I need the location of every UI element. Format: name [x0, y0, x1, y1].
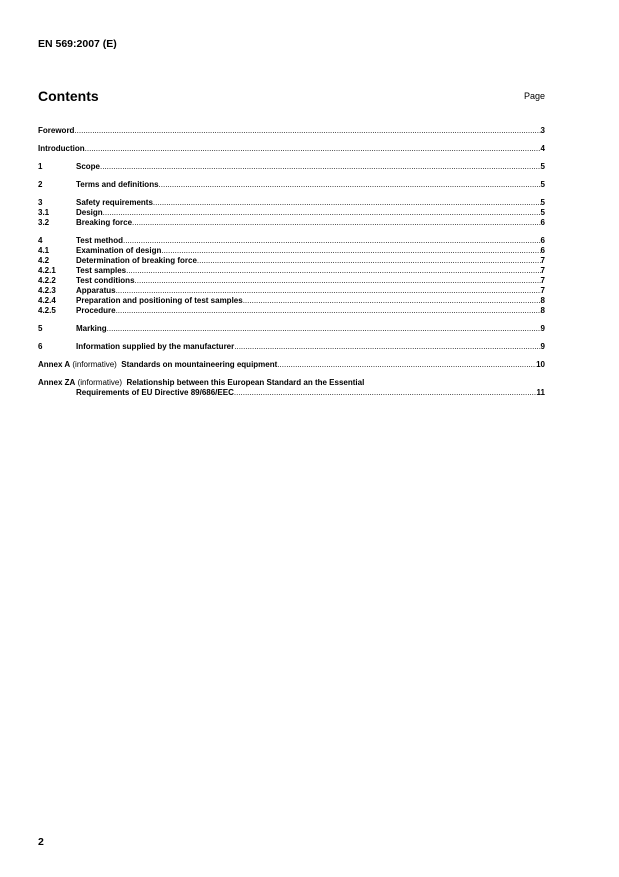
- leader-dots: [277, 360, 536, 370]
- leader-dots: [153, 198, 541, 208]
- toc-entry-page: 6: [540, 218, 545, 227]
- toc-entry[interactable]: [38, 306, 545, 316]
- toc-entry-number: 4: [38, 236, 43, 245]
- toc-annex-za[interactable]: [38, 378, 545, 398]
- toc-entry-title: Procedure: [76, 306, 116, 315]
- toc-entry-page: 5: [540, 180, 545, 189]
- leader-dots: [107, 324, 541, 334]
- toc-entry-number: 1: [38, 162, 43, 171]
- leader-dots: [132, 218, 541, 228]
- annex-title: Standards on mountaineering equipment: [121, 360, 278, 369]
- leader-dots: [159, 180, 541, 190]
- toc-annex-a[interactable]: [38, 360, 545, 370]
- leader-dots: [74, 126, 540, 136]
- toc-entry-number: 4.2.5: [38, 306, 56, 315]
- toc-entry[interactable]: [38, 324, 545, 334]
- toc-entry-title: Test conditions: [76, 276, 135, 285]
- toc-entry-title: Scope: [76, 162, 101, 171]
- toc-entry-number: 4.2: [38, 256, 50, 265]
- toc-entry-number: 2: [38, 180, 43, 189]
- toc-entry-title: Breaking force: [76, 218, 133, 227]
- toc-entry-number: 4.2.1: [38, 266, 56, 275]
- toc-entry-number: 4.2.2: [38, 276, 56, 285]
- annex-label: Annex A: [38, 360, 71, 369]
- toc-entry-page: 7: [540, 286, 545, 295]
- toc-entry[interactable]: [38, 236, 545, 246]
- toc-entry-page: 5: [540, 198, 545, 207]
- leader-dots: [197, 256, 541, 266]
- toc-entry-number: 3: [38, 198, 43, 207]
- toc-entry-title: Foreword: [38, 126, 75, 135]
- toc-entry[interactable]: [38, 276, 545, 286]
- leader-dots: [103, 208, 541, 218]
- leader-dots: [100, 162, 541, 172]
- leader-dots: [123, 236, 541, 246]
- toc-entry-number: 3.1: [38, 208, 50, 217]
- toc-entry-title: Information supplied by the manufacturer: [76, 342, 235, 351]
- leader-dots: [116, 306, 541, 316]
- toc-entry-page: 3: [540, 126, 545, 135]
- toc-entry-title: Marking: [76, 324, 107, 333]
- toc-entry-title: Examination of design: [76, 246, 162, 255]
- toc-entry-title: Design: [76, 208, 103, 217]
- toc-entry-title: Test method: [76, 236, 123, 245]
- toc-entry[interactable]: [38, 218, 545, 228]
- toc-entry-title: Safety requirements: [76, 198, 153, 207]
- annex-label: Annex ZA: [38, 378, 76, 387]
- toc-entry-title: Test samples: [76, 266, 127, 275]
- document-id: EN 569:2007 (E): [38, 38, 117, 50]
- leader-dots: [85, 144, 541, 154]
- toc-entry-number: 4.2.4: [38, 296, 56, 305]
- toc-entry-page: 8: [540, 306, 545, 315]
- toc-entry-page: 6: [540, 246, 545, 255]
- leader-dots: [243, 296, 541, 306]
- toc-entry[interactable]: [38, 126, 545, 136]
- toc-entry-number: 5: [38, 324, 43, 333]
- annex-title-line-1: Relationship between this European Standard an the Essential: [126, 378, 365, 387]
- toc-entry[interactable]: [38, 256, 545, 266]
- annex-informative: (informative): [70, 360, 122, 369]
- toc-entry[interactable]: [38, 342, 545, 352]
- toc-entry-title: Introduction: [38, 144, 85, 153]
- toc-entry-number: 6: [38, 342, 43, 351]
- toc-entry-page: 7: [540, 276, 545, 285]
- toc-entry-page: 9: [540, 342, 545, 351]
- toc-entry[interactable]: [38, 296, 545, 306]
- annex-informative: (informative): [75, 378, 127, 387]
- annex-title-line-2: Requirements of EU Directive 89/686/EEC: [76, 388, 234, 397]
- toc-entry[interactable]: [38, 246, 545, 256]
- page-number: 2: [38, 836, 44, 848]
- toc-entry-title: Determination of breaking force: [76, 256, 197, 265]
- toc-entry-number: 4.1: [38, 246, 50, 255]
- toc-entry-page: 8: [540, 296, 545, 305]
- toc-entry-page: 4: [540, 144, 545, 153]
- toc-entry-number: 4.2.3: [38, 286, 56, 295]
- toc-entry-number: 3.2: [38, 218, 50, 227]
- toc-entry-page: 7: [540, 266, 545, 275]
- toc-entry-page: 7: [540, 256, 545, 265]
- toc-entry[interactable]: [38, 286, 545, 296]
- toc-entry-page: 6: [540, 236, 545, 245]
- toc-entry-title: Preparation and positioning of test samples: [76, 296, 243, 305]
- leader-dots: [234, 388, 537, 398]
- toc-entry[interactable]: [38, 180, 545, 190]
- toc-entry-title: Apparatus: [76, 286, 116, 295]
- toc-entry[interactable]: [38, 162, 545, 172]
- toc-entry[interactable]: [38, 208, 545, 218]
- annex-page: 10: [536, 360, 545, 369]
- leader-dots: [135, 276, 541, 286]
- page-column-label: Page: [523, 91, 545, 101]
- toc-entry-page: 5: [540, 208, 545, 217]
- toc-entry-title: Terms and definitions: [76, 180, 159, 189]
- leader-dots: [126, 266, 540, 276]
- leader-dots: [161, 246, 540, 256]
- toc-entry[interactable]: [38, 144, 545, 154]
- contents-heading: Contents: [38, 88, 99, 104]
- leader-dots: [234, 342, 540, 352]
- toc-entry-page: 9: [540, 324, 545, 333]
- toc-entry[interactable]: [38, 198, 545, 208]
- toc-entry[interactable]: [38, 266, 545, 276]
- toc-entry-page: 5: [540, 162, 545, 171]
- leader-dots: [116, 286, 541, 296]
- annex-page: 11: [536, 388, 545, 397]
- table-of-contents: [38, 126, 545, 398]
